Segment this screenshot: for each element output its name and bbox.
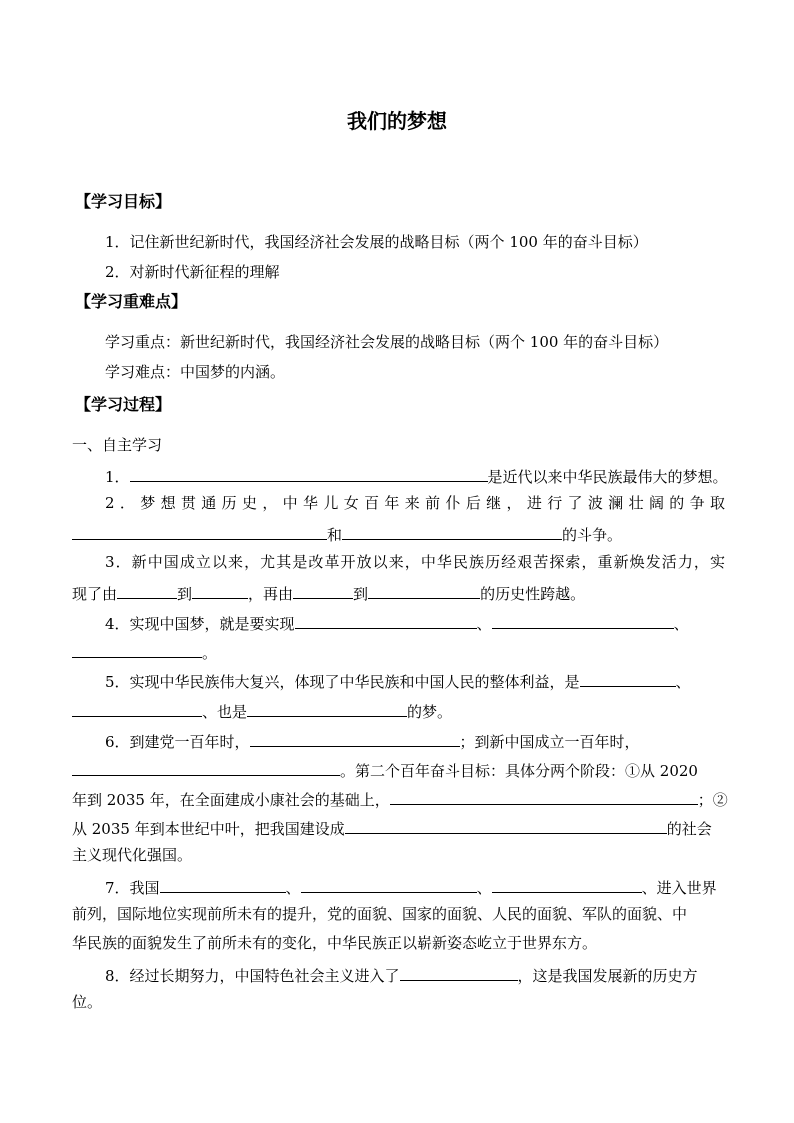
goal-2: 2．对新时代新征程的理解 <box>105 263 280 281</box>
part-self-study: 一、自主学习 <box>72 436 163 454</box>
blank[interactable] <box>72 522 327 540</box>
blank[interactable] <box>72 640 202 658</box>
page-title: 我们的梦想 <box>347 109 447 133</box>
blank[interactable] <box>345 816 667 834</box>
blank[interactable] <box>192 581 248 599</box>
blank[interactable] <box>130 464 488 482</box>
question-6-line3: 年到 2035 年，在全面建成小康社会的基础上， ；② <box>72 787 722 810</box>
blank[interactable] <box>250 729 460 747</box>
question-2: 2．梦想贯通历史，中华儿女百年来前仆后继，进行了波澜壮阔的争取 <box>105 494 725 512</box>
question-6-line5: 主义现代化强国。 <box>72 846 193 864</box>
blank[interactable] <box>117 581 177 599</box>
blank[interactable] <box>400 963 518 981</box>
goal-1: 1．记住新世纪新时代，我国经济社会发展的战略目标（两个 100 年的奋斗目标） <box>105 233 648 251</box>
section-process: 【学习过程】 <box>75 395 172 414</box>
blank[interactable] <box>160 875 286 893</box>
blank[interactable] <box>293 581 353 599</box>
question-6-line4: 从 2035 年到本世纪中叶，把我国建设成 的社会 <box>72 816 722 839</box>
blank[interactable] <box>492 875 642 893</box>
question-8-cont: 位。 <box>72 993 103 1011</box>
blank[interactable] <box>368 581 480 599</box>
question-4-cont: 。 <box>72 640 722 663</box>
question-1: 1． 是近代以来中华民族最伟大的梦想。 <box>105 464 755 487</box>
section-goals: 【学习目标】 <box>75 192 172 211</box>
question-3-cont: 现了由 到 ，再由 到 的历史性跨越。 <box>72 581 722 604</box>
blank[interactable] <box>342 522 562 540</box>
blank[interactable] <box>580 669 676 687</box>
blank[interactable] <box>295 611 477 629</box>
key-point: 学习重点：新世纪新时代，我国经济社会发展的战略目标（两个 100 年的奋斗目标） <box>105 333 669 351</box>
question-5-cont: 、也是 的梦。 <box>72 699 722 722</box>
blank[interactable] <box>301 875 477 893</box>
question-6: 6．到建党一百年时， ；到新中国成立一百年时， <box>105 729 755 752</box>
question-8: 8．经过长期努力，中国特色社会主义进入了 ，这是我国发展新的历史方 <box>105 963 755 986</box>
blank[interactable] <box>390 787 698 805</box>
blank[interactable] <box>247 699 407 717</box>
blank[interactable] <box>72 699 202 717</box>
question-4: 4．实现中国梦，就是要实现 、 、 <box>105 611 755 634</box>
question-7: 7．我国 、 、 、进入世界 <box>105 875 755 898</box>
blank[interactable] <box>72 758 340 776</box>
question-7-line2: 前列，国际地位实现前所未有的提升，党的面貌、国家的面貌、人民的面貌、军队的面貌、中 <box>72 905 688 923</box>
difficult-point: 学习难点：中国梦的内涵。 <box>105 363 286 381</box>
section-difficulty: 【学习重难点】 <box>75 292 188 311</box>
blank[interactable] <box>492 611 674 629</box>
question-2-cont: 和 的斗争。 <box>72 522 722 545</box>
question-7-line3: 华民族的面貌发生了前所未有的变化，中华民族正以崭新姿态屹立于世界东方。 <box>72 934 598 952</box>
question-6-line2: 。第二个百年奋斗目标：具体分两个阶段：①从 2020 <box>72 758 722 781</box>
question-5: 5．实现中华民族伟大复兴，体现了中华民族和中国人民的整体利益，是 、 <box>105 669 755 692</box>
question-3: 3．新中国成立以来，尤其是改革开放以来，中华民族历经艰苦探索，重新焕发活力，实 <box>105 553 725 571</box>
